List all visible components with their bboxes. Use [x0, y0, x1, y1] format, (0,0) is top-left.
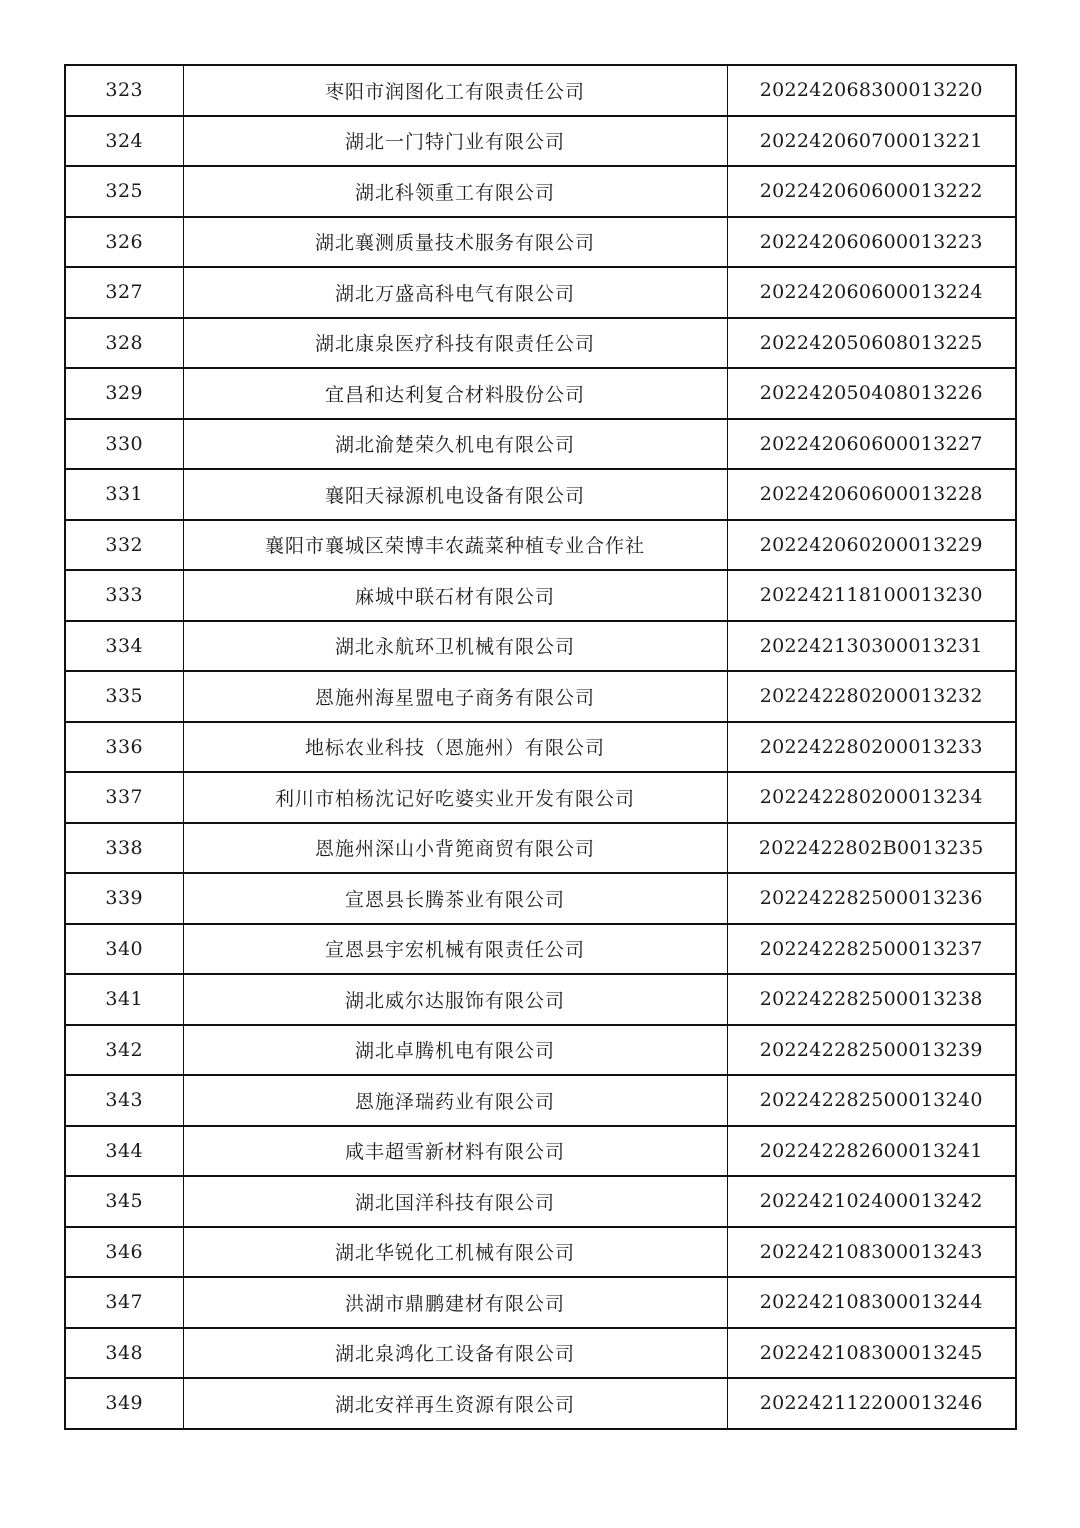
row-number: 327 — [65, 267, 183, 318]
registration-code: 202242068300013220 — [727, 65, 1016, 116]
row-number: 328 — [65, 318, 183, 369]
registration-code: 202242060700013221 — [727, 116, 1016, 167]
registration-code: 202242130300013231 — [727, 621, 1016, 672]
row-number: 336 — [65, 722, 183, 773]
table-row — [65, 1176, 1016, 1227]
table-row — [65, 1075, 1016, 1126]
table-row — [65, 166, 1016, 217]
table-row — [65, 570, 1016, 621]
table-row — [65, 671, 1016, 722]
table-row — [65, 368, 1016, 419]
company-name: 湖北渝楚荣久机电有限公司 — [183, 419, 727, 470]
company-name: 湖北万盛高科电气有限公司 — [183, 267, 727, 318]
row-number: 347 — [65, 1277, 183, 1328]
company-name: 湖北一门特门业有限公司 — [183, 116, 727, 167]
company-name: 枣阳市润图化工有限责任公司 — [183, 65, 727, 116]
company-name: 恩施泽瑞药业有限公司 — [183, 1075, 727, 1126]
table-row — [65, 318, 1016, 369]
row-number: 323 — [65, 65, 183, 116]
company-name: 利川市柏杨沈记好吃婆实业开发有限公司 — [183, 772, 727, 823]
company-name: 湖北康泉医疗科技有限责任公司 — [183, 318, 727, 369]
company-name: 湖北襄测质量技术服务有限公司 — [183, 217, 727, 268]
registration-code: 202242102400013242 — [727, 1176, 1016, 1227]
row-number: 349 — [65, 1378, 183, 1429]
table-row — [65, 1328, 1016, 1379]
row-number: 338 — [65, 823, 183, 874]
row-number: 333 — [65, 570, 183, 621]
registration-code: 202242112200013246 — [727, 1378, 1016, 1429]
table-row — [65, 419, 1016, 470]
registration-code: 202242282500013240 — [727, 1075, 1016, 1126]
company-registry-table — [64, 64, 1017, 1430]
company-name: 湖北泉鸿化工设备有限公司 — [183, 1328, 727, 1379]
table-row — [65, 621, 1016, 672]
table-row — [65, 722, 1016, 773]
registration-code: 202242060600013227 — [727, 419, 1016, 470]
registration-code: 202242108300013243 — [727, 1227, 1016, 1278]
table-row — [65, 469, 1016, 520]
table-row — [65, 520, 1016, 571]
registration-code: 202242060600013224 — [727, 267, 1016, 318]
registration-code: 202242108300013245 — [727, 1328, 1016, 1379]
registration-code: 2022422802B0013235 — [727, 823, 1016, 874]
company-name: 地标农业科技（恩施州）有限公司 — [183, 722, 727, 773]
table-row — [65, 1025, 1016, 1076]
table-body — [65, 65, 1016, 1429]
company-name: 宣恩县长腾茶业有限公司 — [183, 873, 727, 924]
row-number: 348 — [65, 1328, 183, 1379]
table-row — [65, 924, 1016, 975]
table-row — [65, 116, 1016, 167]
table-row — [65, 1277, 1016, 1328]
row-number: 324 — [65, 116, 183, 167]
registration-code: 202242282500013236 — [727, 873, 1016, 924]
row-number: 344 — [65, 1126, 183, 1177]
row-number: 342 — [65, 1025, 183, 1076]
registration-code: 202242060600013222 — [727, 166, 1016, 217]
company-name: 湖北安祥再生资源有限公司 — [183, 1378, 727, 1429]
company-name: 湖北科领重工有限公司 — [183, 166, 727, 217]
registration-code: 202242280200013232 — [727, 671, 1016, 722]
row-number: 331 — [65, 469, 183, 520]
company-name: 湖北永航环卫机械有限公司 — [183, 621, 727, 672]
company-name: 恩施州深山小背篼商贸有限公司 — [183, 823, 727, 874]
table-row — [65, 1126, 1016, 1177]
registration-code: 202242280200013233 — [727, 722, 1016, 773]
company-name: 湖北华锐化工机械有限公司 — [183, 1227, 727, 1278]
row-number: 337 — [65, 772, 183, 823]
registration-code: 202242060600013223 — [727, 217, 1016, 268]
table-row — [65, 974, 1016, 1025]
registration-code: 202242108300013244 — [727, 1277, 1016, 1328]
table-row — [65, 873, 1016, 924]
table-row — [65, 823, 1016, 874]
company-name: 襄阳市襄城区荣博丰农蔬菜种植专业合作社 — [183, 520, 727, 571]
row-number: 335 — [65, 671, 183, 722]
row-number: 325 — [65, 166, 183, 217]
row-number: 346 — [65, 1227, 183, 1278]
company-name: 湖北卓腾机电有限公司 — [183, 1025, 727, 1076]
registration-code: 202242280200013234 — [727, 772, 1016, 823]
row-number: 345 — [65, 1176, 183, 1227]
row-number: 343 — [65, 1075, 183, 1126]
company-name: 湖北威尔达服饰有限公司 — [183, 974, 727, 1025]
company-name: 恩施州海星盟电子商务有限公司 — [183, 671, 727, 722]
company-name: 宜昌和达利复合材料股份公司 — [183, 368, 727, 419]
row-number: 339 — [65, 873, 183, 924]
registration-code: 202242118100013230 — [727, 570, 1016, 621]
row-number: 330 — [65, 419, 183, 470]
company-name: 咸丰超雪新材料有限公司 — [183, 1126, 727, 1177]
row-number: 340 — [65, 924, 183, 975]
company-name: 宣恩县宇宏机械有限责任公司 — [183, 924, 727, 975]
table-row — [65, 1227, 1016, 1278]
row-number: 334 — [65, 621, 183, 672]
table-row — [65, 772, 1016, 823]
registration-code: 202242050408013226 — [727, 368, 1016, 419]
registration-code: 202242050608013225 — [727, 318, 1016, 369]
company-name: 麻城中联石材有限公司 — [183, 570, 727, 621]
registration-code: 202242282500013238 — [727, 974, 1016, 1025]
row-number: 326 — [65, 217, 183, 268]
table-row — [65, 267, 1016, 318]
row-number: 329 — [65, 368, 183, 419]
company-name: 襄阳天禄源机电设备有限公司 — [183, 469, 727, 520]
company-name: 洪湖市鼎鹏建材有限公司 — [183, 1277, 727, 1328]
company-name: 湖北国洋科技有限公司 — [183, 1176, 727, 1227]
table-row — [65, 65, 1016, 116]
row-number: 341 — [65, 974, 183, 1025]
registration-code: 202242282500013239 — [727, 1025, 1016, 1076]
registration-code: 202242060600013228 — [727, 469, 1016, 520]
registration-code: 202242060200013229 — [727, 520, 1016, 571]
table-row — [65, 1378, 1016, 1429]
row-number: 332 — [65, 520, 183, 571]
registration-code: 202242282500013237 — [727, 924, 1016, 975]
registration-code: 202242282600013241 — [727, 1126, 1016, 1177]
table-row — [65, 217, 1016, 268]
